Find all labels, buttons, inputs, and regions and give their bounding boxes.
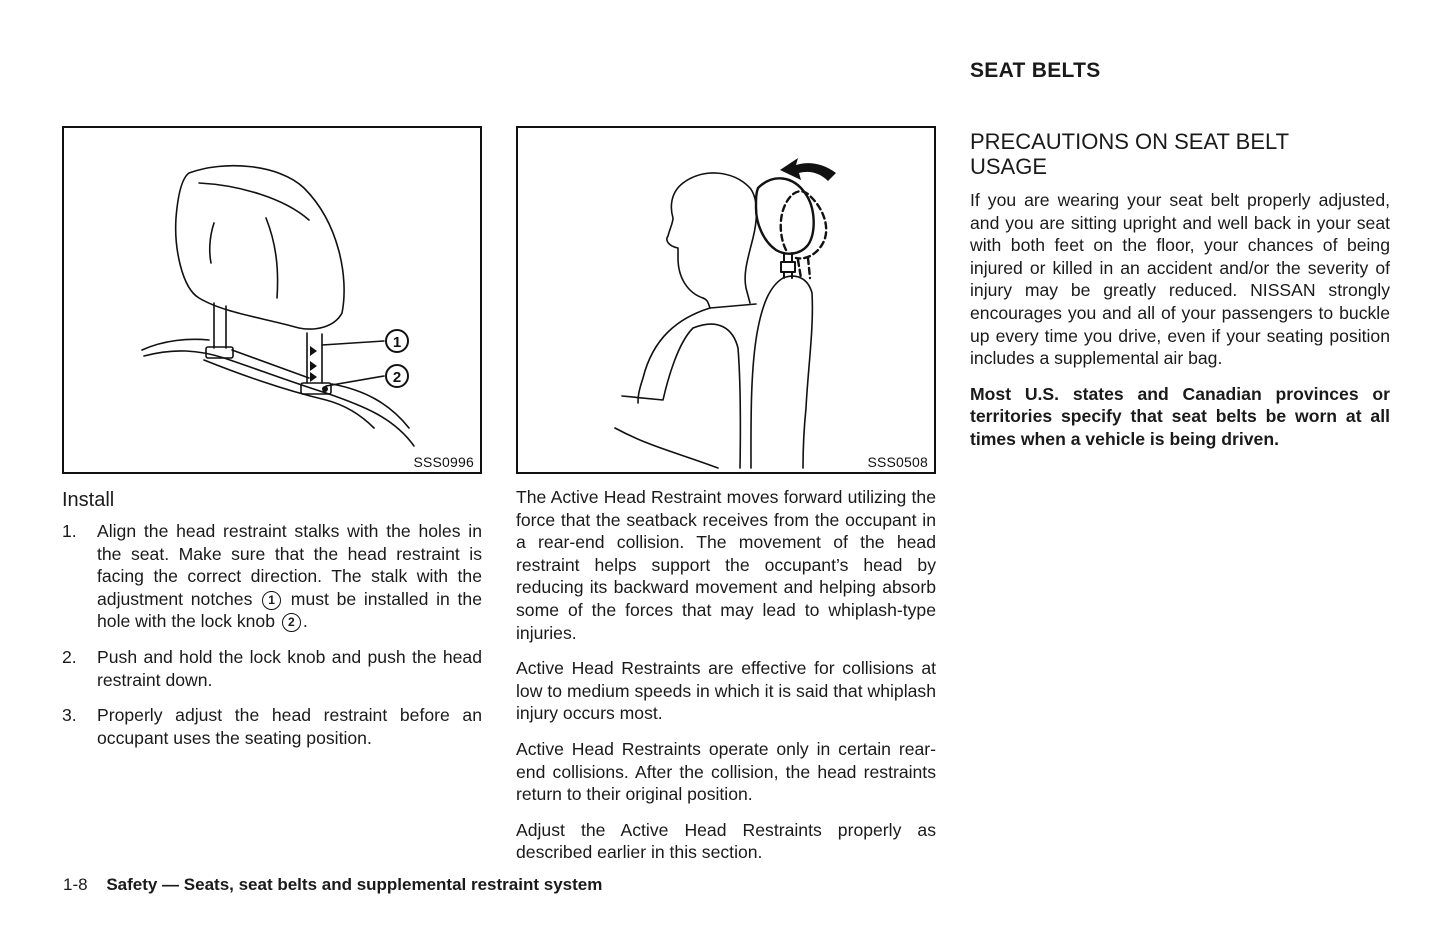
paragraph: Adjust the Active Head Restraints properly as described earlier in this section. bbox=[516, 819, 936, 863]
figure-code: SSS0508 bbox=[867, 454, 928, 470]
section-title: SEAT BELTS bbox=[970, 59, 1101, 82]
step-text: . bbox=[302, 611, 308, 632]
page-footer bbox=[63, 875, 602, 895]
subsection-title: PRECAUTIONS ON SEAT BELT USAGE bbox=[970, 129, 1289, 179]
callout-2-label: 2 bbox=[392, 369, 402, 386]
page-number: 1-8 bbox=[63, 875, 88, 894]
figure-head-restraint-install bbox=[62, 126, 482, 474]
step-number: 3. bbox=[62, 705, 77, 726]
callout-2-icon: 2 bbox=[282, 613, 301, 632]
active-head-restraint-section bbox=[516, 486, 936, 877]
active-head-restraint-illustration bbox=[518, 128, 934, 472]
step-text: Push and hold the lock knob and push the head restraint down. bbox=[97, 646, 482, 690]
paragraph: If you are wearing your seat belt properly adjusted, and you are sitting upright and well back in your seat with both feet on the floor, your chances of being injured or killed in an accident and/or the severity of injury may be greatly reduced. NISSAN strongly encourages you and all of your passengers to buckle up every time you drive, even if your seating position includes a supplemental air bag. bbox=[970, 190, 1390, 369]
figure-code: SSS0996 bbox=[413, 454, 474, 470]
install-section bbox=[62, 488, 482, 762]
step-number: 2. bbox=[62, 646, 77, 667]
install-heading: Install bbox=[62, 489, 115, 511]
chapter-title: Safety — Seats, seat belts and supplemental restraint system bbox=[106, 875, 603, 894]
figure-active-head-restraint bbox=[516, 126, 936, 474]
paragraph: The Active Head Restraint moves forward utilizing the force that the seatback receives from the occupant in a rear-end collision. The movement of the head restraint helps support the occupant’s head by reducing its backward movement and helping absorb some of the forces that may lead to whiplash-type injuries. bbox=[516, 487, 936, 643]
seat-belt-precautions-section bbox=[970, 129, 1390, 464]
step-text: Properly adjust the head restraint before an occupant uses the seating position. bbox=[97, 705, 482, 748]
install-step-1 bbox=[62, 520, 482, 633]
callout-1-icon: 1 bbox=[262, 591, 281, 610]
step-number: 1. bbox=[62, 521, 77, 541]
install-steps bbox=[62, 520, 482, 749]
callout-1-label: 1 bbox=[392, 334, 402, 351]
install-step-2 bbox=[62, 646, 482, 691]
step-text: Align the head restraint stalks with the holes in the seat. Make sure that the head restraint is facing the correct direction. The stalk with the adjustment notches bbox=[97, 521, 482, 609]
warning-paragraph: Most U.S. states and Canadian provinces or territories specify that seat belts be worn at all times when a vehicle is being driven. bbox=[970, 383, 1390, 449]
install-step-3 bbox=[62, 704, 482, 749]
paragraph: Active Head Restraints are effective for collisions at low to medium speeds in which it is said that whiplash injury occurs most. bbox=[516, 658, 936, 724]
paragraph: Active Head Restraints operate only in certain rear-end collisions. After the collision, the head restraints return to their original position. bbox=[516, 738, 936, 805]
head-restraint-illustration bbox=[64, 128, 480, 472]
step-text: must be installed in the hole with the lock knob bbox=[97, 588, 482, 632]
